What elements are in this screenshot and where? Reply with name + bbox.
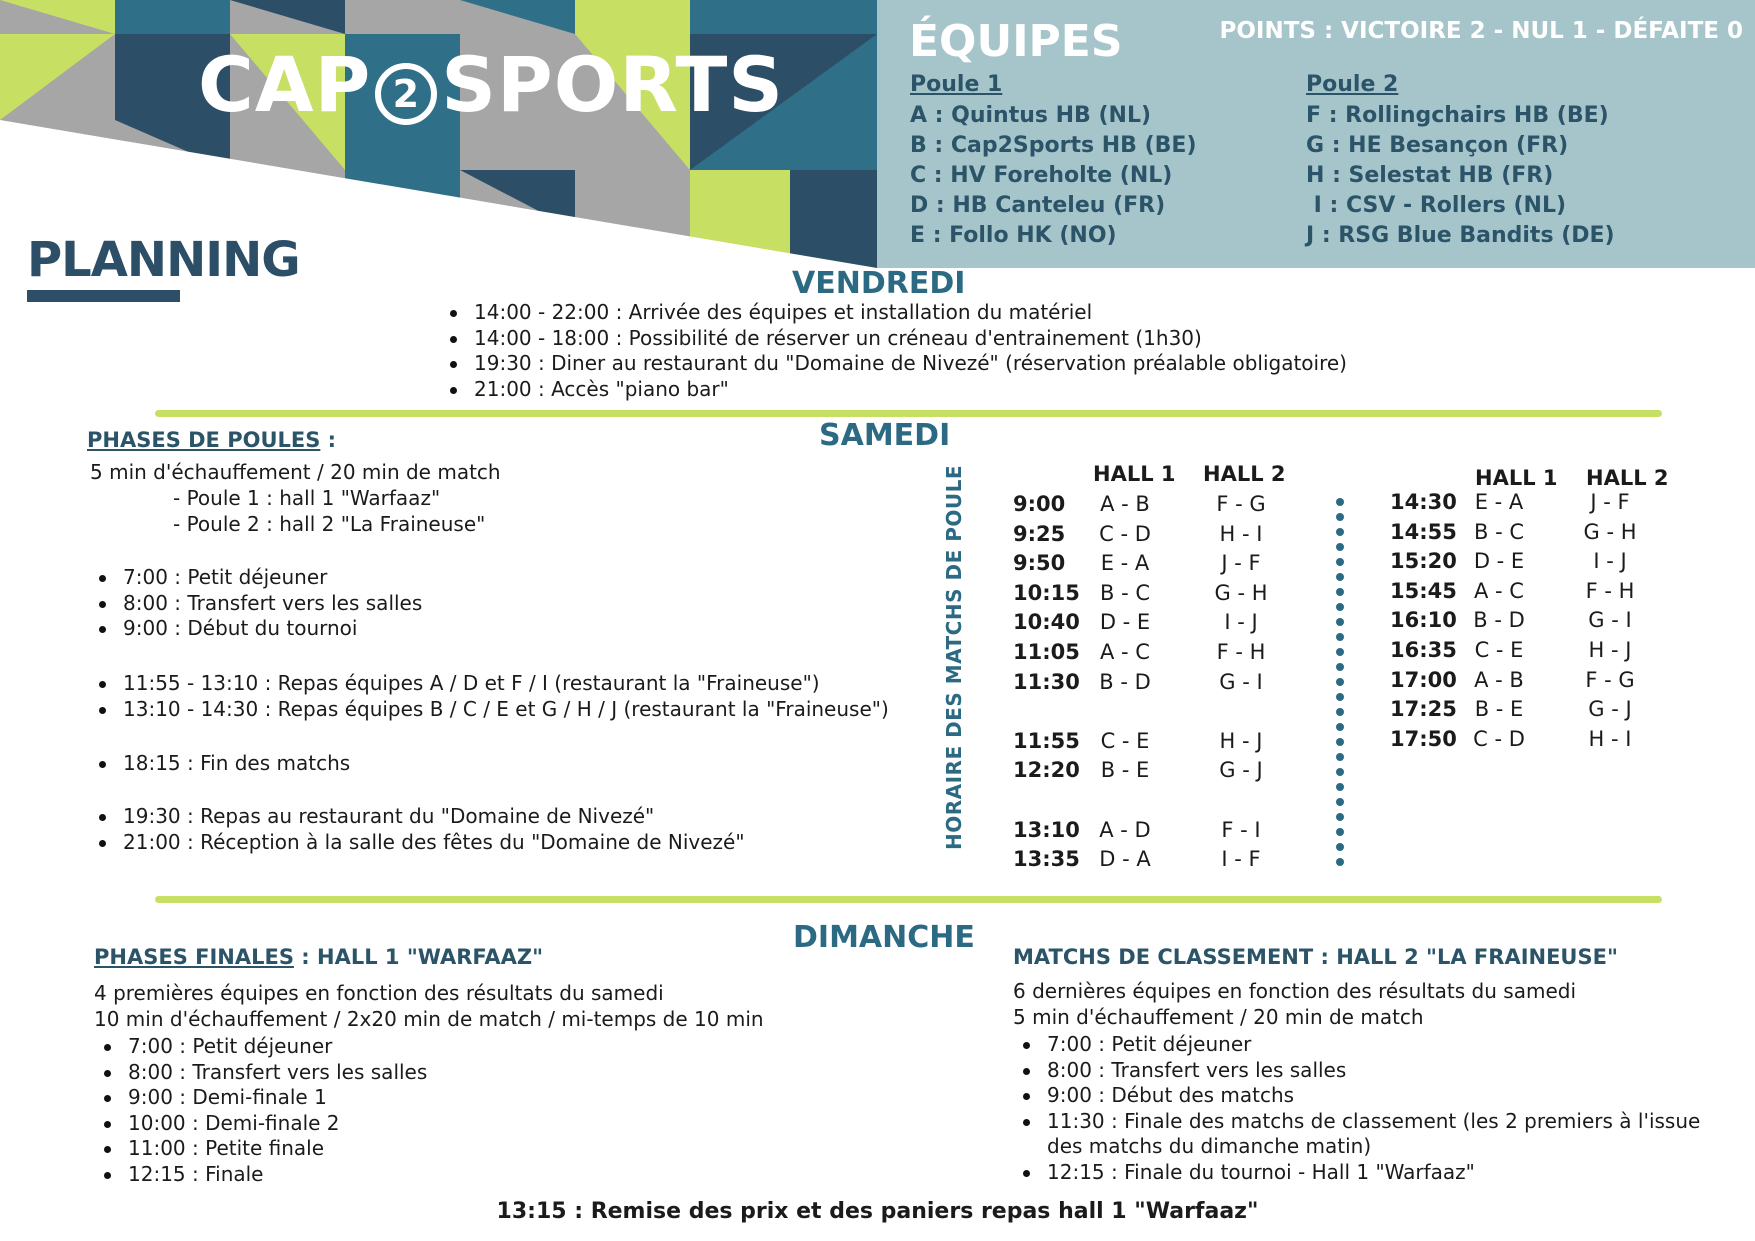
- schedule-vertical-label: HORAIRE DES MATCHS DE POULE: [942, 464, 966, 850]
- divider-dot: [1336, 768, 1344, 776]
- match-time: 14:30: [1390, 490, 1457, 514]
- match-hall-2: I - J: [1593, 549, 1627, 574]
- list-item-continuation: des matchs du dimanche matin): [1047, 1134, 1372, 1158]
- match-time: 15:45: [1390, 578, 1457, 603]
- match-time: 11:30: [1013, 669, 1080, 694]
- match-hall-1: D - E: [1473, 549, 1525, 574]
- match-hall-2: F - H: [1216, 640, 1266, 664]
- pool-phase-title-colon: :: [320, 428, 337, 452]
- pool-1-hall: - Poule 1 : hall 1 "Warfaaz": [173, 486, 441, 510]
- team-d: D : HB Canteleu (FR): [910, 193, 1166, 218]
- divider-dot: [1336, 648, 1344, 656]
- list-item: 7:00 : Petit déjeuner: [1017, 1032, 1700, 1058]
- list-item: 10:00 : Demi-finale 2: [98, 1111, 427, 1137]
- match-time: 15:20: [1390, 549, 1457, 574]
- match-time: 13:10: [1013, 817, 1080, 842]
- list-item: 12:15 : Finale du tournoi - Hall 1 "Warfaaz": [1017, 1160, 1700, 1186]
- match-hall-1: B - E: [1100, 758, 1150, 783]
- match-hall-2: F - G: [1216, 492, 1266, 516]
- match-hall-2: G - I: [1219, 669, 1263, 694]
- logo-text-cap: CAP: [198, 39, 372, 129]
- divider-dot: [1336, 558, 1344, 566]
- match-time: 9:00: [1013, 492, 1066, 516]
- match-hall-1: C - D: [1473, 726, 1525, 751]
- team-j: J : RSG Blue Bandits (DE): [1306, 223, 1615, 248]
- finals-list: [98, 1034, 427, 1187]
- list-item: 7:00 : Petit déjeuner: [93, 565, 422, 591]
- match-hall-1: B - E: [1474, 697, 1524, 722]
- match-hall-2: H - J: [1219, 728, 1263, 753]
- list-item: 11:00 : Petite finale: [98, 1136, 427, 1162]
- teams-panel: [877, 0, 1755, 268]
- hall-1-header: HALL 1: [1475, 466, 1558, 490]
- list-item: 21:00 : Accès "piano bar": [444, 377, 1347, 403]
- finals-title-underlined: PHASES FINALES: [94, 945, 294, 969]
- match-hall-2: F - I: [1221, 817, 1261, 842]
- match-hall-1: A - C: [1100, 640, 1150, 664]
- logo-text-sports: SPORTS: [441, 39, 785, 129]
- match-time: 17:25: [1390, 697, 1457, 722]
- points-rule: POINTS : VICTOIRE 2 - NUL 1 - DÉFAITE 0: [1219, 18, 1743, 44]
- pool-2-hall: - Poule 2 : hall 2 "La Fraineuse": [173, 512, 486, 536]
- list-item: 8:00 : Transfert vers les salles: [98, 1060, 427, 1086]
- match-hall-2: G - H: [1214, 580, 1268, 605]
- match-time: 10:15: [1013, 580, 1080, 605]
- divider-dot: [1336, 543, 1344, 551]
- match-hall-1: B - D: [1473, 608, 1525, 633]
- pool-1: [910, 72, 1197, 251]
- list-item: 12:15 : Finale: [98, 1162, 427, 1188]
- divider-dot: [1336, 753, 1344, 761]
- friday-list: [444, 300, 1347, 402]
- saturday-list-evening: [93, 804, 745, 855]
- list-item: 9:00 : Début des matchs: [1017, 1083, 1700, 1109]
- saturday-list-end: [93, 751, 350, 777]
- match-hall-1: C - E: [1100, 728, 1150, 753]
- logo-text-two: 2: [375, 63, 437, 125]
- divider-dot: [1336, 843, 1344, 851]
- match-time: 12:20: [1013, 758, 1080, 783]
- match-time: 11:05: [1013, 640, 1080, 664]
- pool-2-title: Poule 2: [1306, 72, 1399, 97]
- divider-dot: [1336, 603, 1344, 611]
- team-g: G : HE Besançon (FR): [1306, 133, 1569, 158]
- divider-dot: [1336, 588, 1344, 596]
- title-underline: [27, 290, 180, 302]
- match-time: 17:50: [1390, 726, 1457, 751]
- divider-dot: [1336, 783, 1344, 791]
- saturday-list-morning: [93, 565, 422, 642]
- match-time: 11:55: [1013, 728, 1080, 753]
- match-hall-1: B - D: [1099, 669, 1151, 694]
- divider-dot: [1336, 633, 1344, 641]
- match-time: 16:10: [1390, 608, 1457, 633]
- match-hall-1: E - A: [1100, 551, 1150, 576]
- classification-intro-1: 6 dernières équipes en fonction des résultats du samedi: [1013, 979, 1576, 1003]
- divider-dot: [1336, 738, 1344, 746]
- team-h: H : Selestat HB (FR): [1306, 163, 1554, 188]
- list-item: 19:30 : Diner au restaurant du "Domaine de Nivezé" (réservation préalable obligatoire): [444, 351, 1347, 377]
- prize-ceremony: 13:15 : Remise des prix et des paniers repas hall 1 "Warfaaz": [496, 1199, 1259, 1224]
- hall-2-header: HALL 2: [1203, 462, 1286, 486]
- pool-phase-intro: 5 min d'échauffement / 20 min de match: [90, 460, 501, 484]
- match-time: 13:35: [1013, 847, 1080, 872]
- match-hall-2: F - G: [1585, 667, 1635, 692]
- classification-title: MATCHS DE CLASSEMENT : HALL 2 "LA FRAINEUSE": [1013, 945, 1618, 969]
- pool-1-title: Poule 1: [910, 72, 1003, 97]
- finals-intro-2: 10 min d'échauffement / 2x20 min de match / mi-temps de 10 min: [94, 1007, 764, 1031]
- saturday-list-lunch: [93, 671, 889, 722]
- finals-intro-1: 4 premières équipes en fonction des résultats du samedi: [94, 981, 664, 1005]
- separator-saturday: [155, 896, 1662, 903]
- divider-dot: [1336, 528, 1344, 536]
- match-hall-1: A - B: [1100, 492, 1150, 516]
- list-item: 9:00 : Début du tournoi: [93, 616, 422, 642]
- list-item: 21:00 : Réception à la salle des fêtes du "Domaine de Nivezé": [93, 830, 745, 856]
- pool-phase-title-text: PHASES DE POULES: [87, 428, 321, 452]
- match-hall-2: H - I: [1219, 521, 1263, 546]
- divider-dot: [1336, 693, 1344, 701]
- match-time: 10:40: [1013, 610, 1080, 635]
- match-hall-2: H - J: [1588, 638, 1632, 662]
- match-hall-1: D - A: [1099, 847, 1151, 872]
- match-time: 17:00: [1390, 667, 1457, 692]
- finals-title-rest: : HALL 1 "WARFAAZ": [293, 945, 544, 969]
- list-item: 8:00 : Transfert vers les salles: [93, 591, 422, 617]
- divider-dot: [1336, 708, 1344, 716]
- match-hall-1: A - D: [1099, 817, 1151, 842]
- divider-dot: [1336, 828, 1344, 836]
- divider-dot: [1336, 573, 1344, 581]
- list-item: 18:15 : Fin des matchs: [93, 751, 350, 777]
- match-hall-2: F - H: [1585, 578, 1635, 603]
- pool-phase-title: [87, 428, 336, 452]
- cap2sports-logo: [198, 34, 784, 134]
- schedule-divider-dots: [1336, 498, 1346, 866]
- divider-dot: [1336, 813, 1344, 821]
- friday-title: VENDREDI: [792, 266, 966, 301]
- match-time: 14:55: [1390, 519, 1457, 544]
- match-hall-2: G - J: [1219, 758, 1263, 783]
- separator-friday: [155, 410, 1662, 417]
- list-item: 8:00 : Transfert vers les salles: [1017, 1058, 1700, 1084]
- divider-dot: [1336, 513, 1344, 521]
- match-hall-1: D - E: [1099, 610, 1151, 635]
- list-item: 11:30 : Finale des matchs de classement (les 2 premiers à l'issue: [1017, 1109, 1700, 1135]
- list-item: 7:00 : Petit déjeuner: [98, 1034, 427, 1060]
- match-hall-2: J - F: [1590, 490, 1630, 514]
- team-a: A : Quintus HB (NL): [910, 103, 1152, 128]
- list-item: 14:00 - 18:00 : Possibilité de réserver un créneau d'entrainement (1h30): [444, 326, 1347, 352]
- hall-1-header: HALL 1: [1093, 462, 1176, 486]
- team-f: F : Rollingchairs HB (BE): [1306, 103, 1609, 128]
- match-hall-2: H - I: [1588, 726, 1632, 751]
- teams-title: ÉQUIPES: [909, 16, 1123, 67]
- match-hall-1: A - B: [1474, 667, 1524, 692]
- divider-dot: [1336, 678, 1344, 686]
- match-hall-1: B - C: [1474, 519, 1524, 544]
- match-hall-2: G - H: [1583, 519, 1637, 544]
- finals-title: [94, 945, 543, 969]
- match-hall-1: C - E: [1474, 638, 1524, 662]
- hall-2-header: HALL 2: [1586, 466, 1669, 490]
- match-hall-2: J - F: [1221, 551, 1261, 576]
- divider-dot: [1336, 798, 1344, 806]
- list-item: 11:55 - 13:10 : Repas équipes A / D et F / I (restaurant la "Fraineuse"): [93, 671, 889, 697]
- match-hall-1: B - C: [1100, 580, 1150, 605]
- list-item: 14:00 - 22:00 : Arrivée des équipes et installation du matériel: [444, 300, 1347, 326]
- classification-list: [1017, 1032, 1700, 1185]
- list-item: 13:10 - 14:30 : Repas équipes B / C / E et G / H / J (restaurant la "Fraineuse"): [93, 697, 889, 723]
- team-c: C : HV Foreholte (NL): [910, 163, 1173, 188]
- divider-dot: [1336, 723, 1344, 731]
- saturday-title: SAMEDI: [819, 418, 951, 453]
- divider-dot: [1336, 618, 1344, 626]
- classification-intro-2: 5 min d'échauffement / 20 min de match: [1013, 1005, 1424, 1029]
- match-hall-1: E - A: [1474, 490, 1524, 514]
- team-e: E : Follo HK (NO): [910, 223, 1117, 248]
- page-title: PLANNING: [27, 232, 300, 288]
- team-i: I : CSV - Rollers (NL): [1306, 193, 1567, 218]
- list-item: 9:00 : Demi-finale 1: [98, 1085, 427, 1111]
- match-hall-1: A - C: [1474, 578, 1524, 603]
- match-hall-1: C - D: [1099, 521, 1151, 546]
- list-item: 19:30 : Repas au restaurant du "Domaine de Nivezé": [93, 804, 745, 830]
- match-time: 16:35: [1390, 638, 1457, 662]
- match-hall-2: I - F: [1221, 847, 1261, 872]
- match-hall-2: G - J: [1588, 697, 1632, 722]
- match-time: 9:25: [1013, 521, 1066, 546]
- match-hall-2: G - I: [1588, 608, 1632, 633]
- team-b: B : Cap2Sports HB (BE): [910, 133, 1197, 158]
- divider-dot: [1336, 663, 1344, 671]
- match-time: 9:50: [1013, 551, 1066, 576]
- divider-dot: [1336, 858, 1344, 866]
- sunday-title: DIMANCHE: [793, 920, 975, 955]
- divider-dot: [1336, 498, 1344, 506]
- match-hall-2: I - J: [1224, 610, 1258, 635]
- pool-2: [1306, 72, 1615, 251]
